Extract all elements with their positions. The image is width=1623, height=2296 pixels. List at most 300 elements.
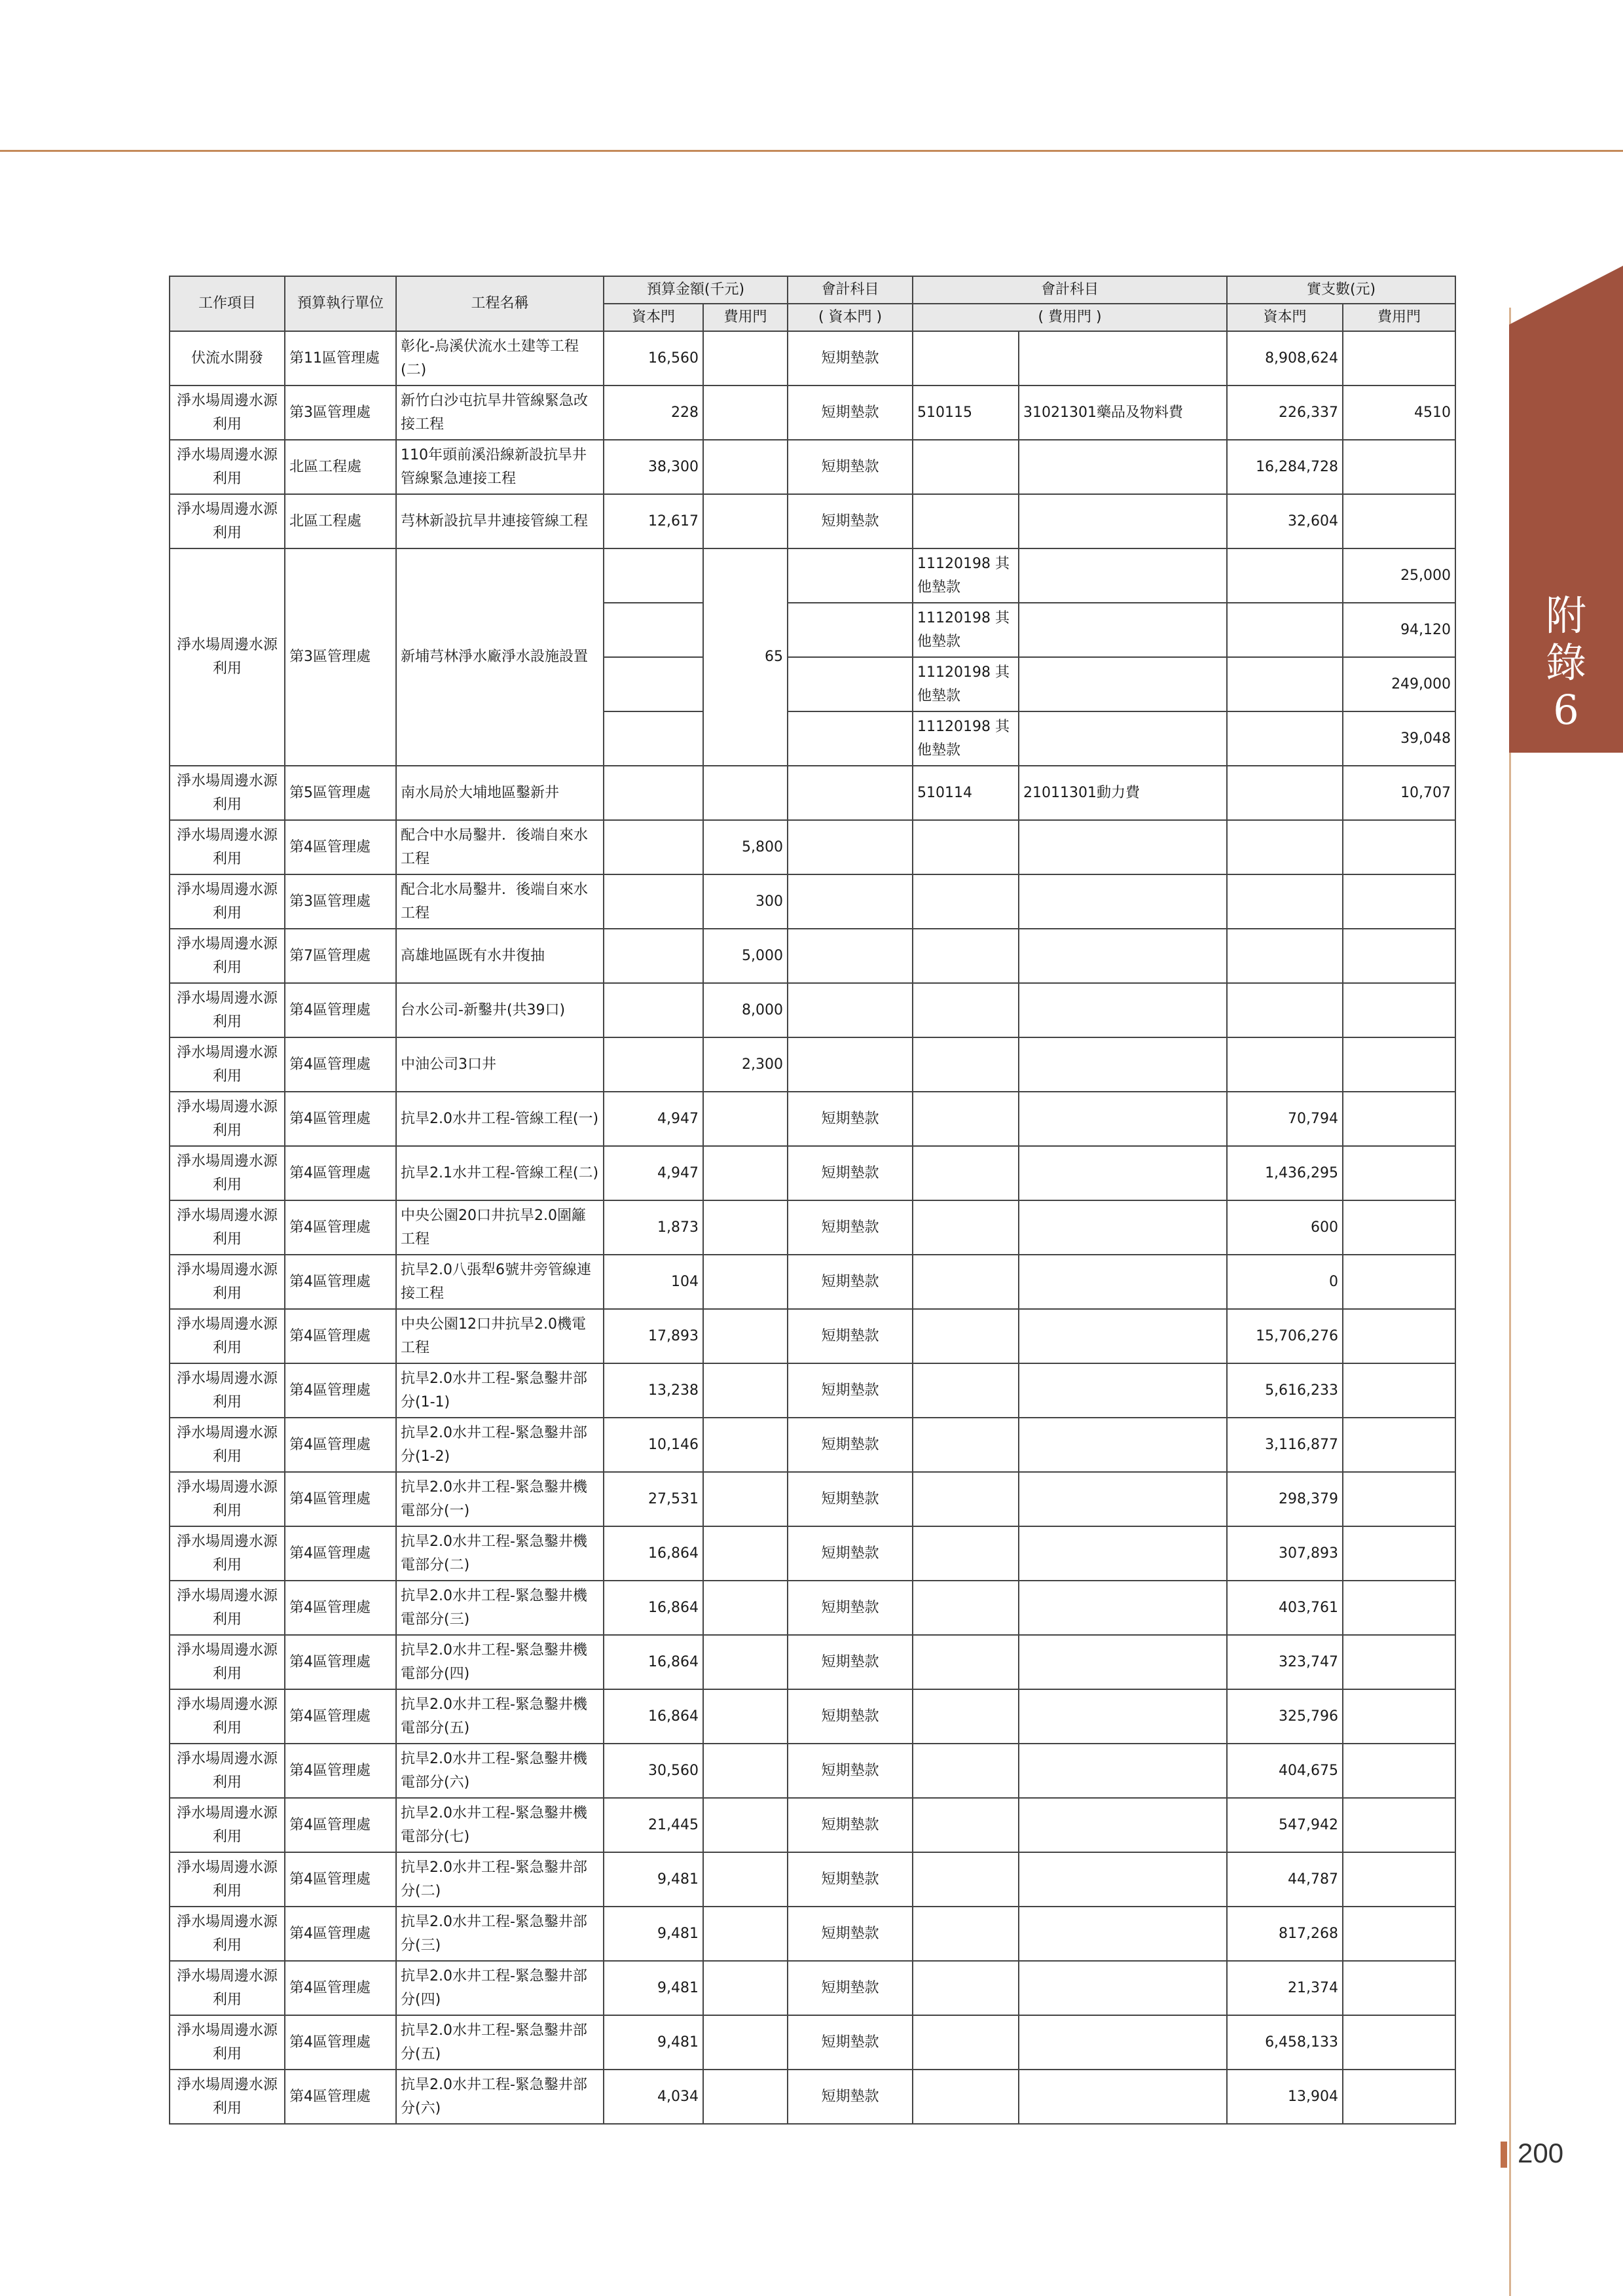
cell-work-item: 淨水場周邊水源利用 — [170, 766, 285, 820]
table-row — [170, 766, 1455, 820]
cell-acct-desc — [1019, 331, 1227, 386]
cell-actual-expense — [1343, 1092, 1455, 1146]
cell-acct-code — [913, 1635, 1019, 1689]
cell-acct-capital: 短期墊款 — [788, 2070, 913, 2124]
cell-budget-capital — [604, 548, 703, 603]
cell-work-item: 淨水場周邊水源利用 — [170, 983, 285, 1037]
cell-acct-code — [913, 1581, 1019, 1635]
col-budget: 預算金額(千元) — [604, 276, 788, 304]
appendix-tab-char-2: 錄 — [1545, 639, 1586, 687]
cell-acct-code: 510115 — [913, 386, 1019, 440]
cell-acct-code — [913, 1907, 1019, 1961]
cell-unit: 第4區管理處 — [285, 1146, 396, 1200]
cell-acct-desc — [1019, 1037, 1227, 1092]
cell-acct-code — [913, 1255, 1019, 1309]
table-row — [170, 1309, 1455, 1363]
cell-budget-expense — [703, 1689, 788, 1744]
cell-actual-expense — [1343, 1961, 1455, 2015]
cell-project-name: 抗旱2.0水井工程-緊急鑿井機電部分(三) — [396, 1581, 604, 1635]
cell-actual-expense — [1343, 1200, 1455, 1255]
cell-acct-desc — [1019, 1418, 1227, 1472]
cell-actual-capital: 21,374 — [1227, 1961, 1343, 2015]
cell-unit: 第4區管理處 — [285, 1689, 396, 1744]
cell-actual-capital — [1227, 820, 1343, 874]
col-acct-expense: ( 費用門 ) — [913, 304, 1227, 331]
cell-unit: 第4區管理處 — [285, 1472, 396, 1526]
cell-acct-code — [913, 1852, 1019, 1907]
cell-actual-expense — [1343, 929, 1455, 983]
cell-actual-capital — [1227, 766, 1343, 820]
cell-acct-code: 11120198 其他墊款 — [913, 657, 1019, 711]
cell-budget-expense — [703, 2070, 788, 2124]
cell-acct-code — [913, 874, 1019, 929]
cell-budget-capital — [604, 766, 703, 820]
cell-acct-capital — [788, 657, 913, 711]
cell-budget-capital: 16,864 — [604, 1635, 703, 1689]
cell-actual-capital: 298,379 — [1227, 1472, 1343, 1526]
cell-acct-desc — [1019, 657, 1227, 711]
cell-actual-capital — [1227, 929, 1343, 983]
cell-project-name: 抗旱2.0水井工程-緊急鑿井部分(三) — [396, 1907, 604, 1961]
table-row — [170, 1418, 1455, 1472]
cell-budget-capital: 9,481 — [604, 2015, 703, 2070]
cell-acct-desc — [1019, 1526, 1227, 1581]
cell-project-name: 抗旱2.0水井工程-緊急鑿井部分(二) — [396, 1852, 604, 1907]
page-number: 200 — [1518, 2138, 1564, 2168]
table-row — [170, 1581, 1455, 1635]
table-header — [170, 276, 1455, 331]
cell-project-name: 抗旱2.0水井工程-管線工程(一) — [396, 1092, 604, 1146]
cell-acct-capital: 短期墊款 — [788, 1309, 913, 1363]
cell-acct-capital: 短期墊款 — [788, 1581, 913, 1635]
cell-project-name: 台水公司-新鑿井(共39口) — [396, 983, 604, 1037]
cell-acct-code — [913, 1689, 1019, 1744]
cell-project-name: 高雄地區既有水井復抽 — [396, 929, 604, 983]
cell-budget-capital: 38,300 — [604, 440, 703, 494]
cell-acct-code — [913, 1961, 1019, 2015]
table-row — [170, 2015, 1455, 2070]
cell-project-name: 中央公園20口井抗旱2.0圍籬工程 — [396, 1200, 604, 1255]
cell-actual-expense — [1343, 1472, 1455, 1526]
table-row — [170, 874, 1455, 929]
cell-acct-code — [913, 2070, 1019, 2124]
cell-budget-capital: 10,146 — [604, 1418, 703, 1472]
cell-actual-capital: 5,616,233 — [1227, 1363, 1343, 1418]
cell-unit: 第4區管理處 — [285, 1255, 396, 1309]
cell-work-item: 淨水場周邊水源利用 — [170, 386, 285, 440]
cell-unit: 第4區管理處 — [285, 1037, 396, 1092]
cell-unit: 第3區管理處 — [285, 548, 396, 766]
cell-work-item: 淨水場周邊水源利用 — [170, 1961, 285, 2015]
cell-budget-capital: 16,560 — [604, 331, 703, 386]
cell-acct-code — [913, 983, 1019, 1037]
cell-actual-expense: 4510 — [1343, 386, 1455, 440]
cell-acct-desc — [1019, 1744, 1227, 1798]
cell-project-name: 抗旱2.0八張犁6號井旁管線連接工程 — [396, 1255, 604, 1309]
table-row — [170, 1037, 1455, 1092]
cell-unit: 第4區管理處 — [285, 1635, 396, 1689]
cell-acct-capital: 短期墊款 — [788, 440, 913, 494]
cell-acct-desc — [1019, 1472, 1227, 1526]
cell-actual-expense — [1343, 1418, 1455, 1472]
cell-unit: 第3區管理處 — [285, 874, 396, 929]
cell-project-name: 抗旱2.1水井工程-管線工程(二) — [396, 1146, 604, 1200]
cell-acct-capital: 短期墊款 — [788, 2015, 913, 2070]
cell-work-item: 淨水場周邊水源利用 — [170, 1309, 285, 1363]
cell-acct-code — [913, 2015, 1019, 2070]
cell-budget-expense — [703, 1961, 788, 2015]
cell-budget-expense: 300 — [703, 874, 788, 929]
cell-project-name: 新埔芎林淨水廠淨水設施設置 — [396, 548, 604, 766]
cell-actual-capital: 323,747 — [1227, 1635, 1343, 1689]
cell-project-name: 抗旱2.0水井工程-緊急鑿井機電部分(七) — [396, 1798, 604, 1852]
cell-budget-expense — [703, 1744, 788, 1798]
cell-actual-expense — [1343, 983, 1455, 1037]
cell-budget-capital — [604, 657, 703, 711]
cell-actual-expense — [1343, 1689, 1455, 1744]
cell-acct-desc — [1019, 1363, 1227, 1418]
cell-actual-capital: 600 — [1227, 1200, 1343, 1255]
cell-acct-desc — [1019, 1798, 1227, 1852]
cell-work-item: 淨水場周邊水源利用 — [170, 440, 285, 494]
cell-budget-capital: 16,864 — [604, 1581, 703, 1635]
cell-unit: 第4區管理處 — [285, 1744, 396, 1798]
cell-budget-capital: 1,873 — [604, 1200, 703, 1255]
cell-unit: 第4區管理處 — [285, 1092, 396, 1146]
cell-unit: 第4區管理處 — [285, 1907, 396, 1961]
cell-work-item: 淨水場周邊水源利用 — [170, 548, 285, 766]
cell-budget-capital: 9,481 — [604, 1907, 703, 1961]
cell-project-name: 抗旱2.0水井工程-緊急鑿井部分(六) — [396, 2070, 604, 2124]
table-row — [170, 440, 1455, 494]
cell-budget-expense — [703, 1200, 788, 1255]
cell-acct-desc: 21011301動力費 — [1019, 766, 1227, 820]
cell-actual-capital: 16,284,728 — [1227, 440, 1343, 494]
cell-acct-capital: 短期墊款 — [788, 1255, 913, 1309]
cell-acct-desc — [1019, 494, 1227, 548]
cell-budget-capital: 12,617 — [604, 494, 703, 548]
cell-budget-capital — [604, 711, 703, 766]
cell-acct-code — [913, 1526, 1019, 1581]
cell-budget-expense — [703, 1309, 788, 1363]
cell-actual-expense — [1343, 1581, 1455, 1635]
cell-budget-capital: 4,947 — [604, 1092, 703, 1146]
cell-work-item: 淨水場周邊水源利用 — [170, 1146, 285, 1200]
col-project: 工程名稱 — [396, 276, 604, 331]
cell-project-name: 南水局於大埔地區鑿新井 — [396, 766, 604, 820]
cell-unit: 第11區管理處 — [285, 331, 396, 386]
cell-actual-expense: 94,120 — [1343, 603, 1455, 657]
table-row — [170, 1255, 1455, 1309]
cell-project-name: 抗旱2.0水井工程-緊急鑿井機電部分(四) — [396, 1635, 604, 1689]
cell-work-item: 淨水場周邊水源利用 — [170, 929, 285, 983]
cell-actual-expense — [1343, 1526, 1455, 1581]
cell-work-item: 淨水場周邊水源利用 — [170, 1418, 285, 1472]
table-row — [170, 1744, 1455, 1798]
cell-actual-expense — [1343, 1852, 1455, 1907]
cell-actual-expense — [1343, 494, 1455, 548]
cell-budget-expense — [703, 1255, 788, 1309]
cell-actual-capital: 403,761 — [1227, 1581, 1343, 1635]
cell-actual-capital: 404,675 — [1227, 1744, 1343, 1798]
cell-budget-expense — [703, 1472, 788, 1526]
cell-unit: 第4區管理處 — [285, 1961, 396, 2015]
cell-budget-capital: 13,238 — [604, 1363, 703, 1418]
table-row — [170, 1635, 1455, 1689]
cell-actual-expense — [1343, 1907, 1455, 1961]
cell-actual-expense — [1343, 1798, 1455, 1852]
cell-acct-capital: 短期墊款 — [788, 494, 913, 548]
cell-project-name: 110年頭前溪沿線新設抗旱井管線緊急連接工程 — [396, 440, 604, 494]
cell-acct-code — [913, 1418, 1019, 1472]
cell-actual-expense: 249,000 — [1343, 657, 1455, 711]
table-row — [170, 1092, 1455, 1146]
cell-budget-capital — [604, 929, 703, 983]
table-row — [170, 1526, 1455, 1581]
appendix-tab-label — [1509, 592, 1623, 734]
cell-project-name: 中油公司3口井 — [396, 1037, 604, 1092]
page-number-marker — [1501, 2142, 1507, 2168]
cell-acct-capital — [788, 548, 913, 603]
cell-acct-code — [913, 929, 1019, 983]
cell-actual-expense — [1343, 1309, 1455, 1363]
cell-budget-expense — [703, 1526, 788, 1581]
cell-actual-capital: 15,706,276 — [1227, 1309, 1343, 1363]
cell-acct-code — [913, 1037, 1019, 1092]
cell-acct-capital: 短期墊款 — [788, 1363, 913, 1418]
cell-acct-capital: 短期墊款 — [788, 1472, 913, 1526]
table-row — [170, 1961, 1455, 2015]
cell-acct-desc — [1019, 1200, 1227, 1255]
cell-actual-capital: 13,904 — [1227, 2070, 1343, 2124]
cell-unit: 第4區管理處 — [285, 1526, 396, 1581]
cell-project-name: 彰化-烏溪伏流水土建等工程(二) — [396, 331, 604, 386]
cell-acct-desc — [1019, 603, 1227, 657]
col-acct-subject-2: 會計科目 — [913, 276, 1227, 304]
cell-actual-expense: 39,048 — [1343, 711, 1455, 766]
cell-acct-desc — [1019, 820, 1227, 874]
cell-project-name: 抗旱2.0水井工程-緊急鑿井機電部分(六) — [396, 1744, 604, 1798]
col-work-item: 工作項目 — [170, 276, 285, 331]
cell-budget-expense — [703, 1146, 788, 1200]
table-row — [170, 929, 1455, 983]
table-row — [170, 494, 1455, 548]
cell-acct-capital — [788, 929, 913, 983]
cell-acct-desc — [1019, 874, 1227, 929]
cell-budget-expense — [703, 1635, 788, 1689]
cell-budget-capital — [604, 603, 703, 657]
cell-project-name: 抗旱2.0水井工程-緊急鑿井機電部分(二) — [396, 1526, 604, 1581]
cell-acct-code: 11120198 其他墊款 — [913, 603, 1019, 657]
cell-acct-desc — [1019, 1309, 1227, 1363]
table-row — [170, 1146, 1455, 1200]
cell-actual-capital — [1227, 603, 1343, 657]
table-row — [170, 1907, 1455, 1961]
cell-acct-desc — [1019, 1907, 1227, 1961]
cell-acct-code — [913, 440, 1019, 494]
cell-budget-expense — [703, 494, 788, 548]
cell-actual-expense — [1343, 2070, 1455, 2124]
col-acct-capital: ( 資本門 ) — [788, 304, 913, 331]
cell-project-name: 抗旱2.0水井工程-緊急鑿井部分(1-2) — [396, 1418, 604, 1472]
cell-acct-code — [913, 1363, 1019, 1418]
cell-acct-capital: 短期墊款 — [788, 1907, 913, 1961]
cell-project-name: 配合中水局鑿井．後端自來水工程 — [396, 820, 604, 874]
col-budget-expense: 費用門 — [703, 304, 788, 331]
cell-actual-capital — [1227, 548, 1343, 603]
cell-acct-code — [913, 1744, 1019, 1798]
cell-budget-expense: 8,000 — [703, 983, 788, 1037]
cell-work-item: 淨水場周邊水源利用 — [170, 1744, 285, 1798]
cell-acct-desc — [1019, 1961, 1227, 2015]
cell-acct-code — [913, 1472, 1019, 1526]
cell-budget-capital: 17,893 — [604, 1309, 703, 1363]
cell-actual-expense: 10,707 — [1343, 766, 1455, 820]
cell-acct-capital: 短期墊款 — [788, 1961, 913, 2015]
cell-actual-capital: 6,458,133 — [1227, 2015, 1343, 2070]
cell-acct-desc — [1019, 1689, 1227, 1744]
cell-budget-capital: 4,034 — [604, 2070, 703, 2124]
cell-budget-capital: 21,445 — [604, 1798, 703, 1852]
cell-actual-expense — [1343, 1037, 1455, 1092]
cell-actual-expense — [1343, 331, 1455, 386]
cell-actual-capital: 3,116,877 — [1227, 1418, 1343, 1472]
cell-acct-desc — [1019, 440, 1227, 494]
table-row — [170, 386, 1455, 440]
cell-acct-desc — [1019, 929, 1227, 983]
cell-budget-expense — [703, 1581, 788, 1635]
cell-budget-capital: 9,481 — [604, 1961, 703, 2015]
cell-work-item: 淨水場周邊水源利用 — [170, 1472, 285, 1526]
cell-acct-desc — [1019, 1581, 1227, 1635]
cell-actual-capital: 0 — [1227, 1255, 1343, 1309]
col-unit: 預算執行單位 — [285, 276, 396, 331]
cell-acct-capital — [788, 820, 913, 874]
cell-actual-capital — [1227, 657, 1343, 711]
cell-budget-expense — [703, 1092, 788, 1146]
cell-acct-capital: 短期墊款 — [788, 1689, 913, 1744]
cell-work-item: 淨水場周邊水源利用 — [170, 1363, 285, 1418]
cell-unit: 北區工程處 — [285, 494, 396, 548]
cell-unit: 第4區管理處 — [285, 1200, 396, 1255]
table-row — [170, 331, 1455, 386]
appendix-tab-char-1: 附 — [1545, 592, 1586, 639]
table-body — [170, 331, 1455, 2124]
cell-actual-capital: 1,436,295 — [1227, 1146, 1343, 1200]
col-actual-capital: 資本門 — [1227, 304, 1343, 331]
table-row — [170, 1689, 1455, 1744]
cell-acct-capital: 短期墊款 — [788, 1418, 913, 1472]
cell-acct-code — [913, 1798, 1019, 1852]
cell-acct-capital: 短期墊款 — [788, 331, 913, 386]
cell-work-item: 淨水場周邊水源利用 — [170, 2070, 285, 2124]
cell-acct-code — [913, 331, 1019, 386]
cell-unit: 第4區管理處 — [285, 1418, 396, 1472]
cell-acct-capital: 短期墊款 — [788, 1146, 913, 1200]
cell-unit: 第7區管理處 — [285, 929, 396, 983]
cell-actual-capital: 70,794 — [1227, 1092, 1343, 1146]
cell-budget-expense — [703, 1418, 788, 1472]
cell-work-item: 淨水場周邊水源利用 — [170, 1255, 285, 1309]
cell-budget-capital — [604, 1037, 703, 1092]
table-row — [170, 1200, 1455, 1255]
cell-actual-expense: 25,000 — [1343, 548, 1455, 603]
cell-acct-code — [913, 1146, 1019, 1200]
cell-acct-code — [913, 1309, 1019, 1363]
cell-project-name: 新竹白沙屯抗旱井管線緊急改接工程 — [396, 386, 604, 440]
cell-unit: 第4區管理處 — [285, 1798, 396, 1852]
cell-work-item: 淨水場周邊水源利用 — [170, 2015, 285, 2070]
cell-work-item: 淨水場周邊水源利用 — [170, 494, 285, 548]
cell-work-item: 淨水場周邊水源利用 — [170, 1092, 285, 1146]
cell-work-item: 淨水場周邊水源利用 — [170, 1907, 285, 1961]
cell-actual-capital: 44,787 — [1227, 1852, 1343, 1907]
cell-acct-desc — [1019, 711, 1227, 766]
cell-acct-capital: 短期墊款 — [788, 386, 913, 440]
cell-acct-code — [913, 1092, 1019, 1146]
cell-actual-capital: 325,796 — [1227, 1689, 1343, 1744]
cell-unit: 第4區管理處 — [285, 2015, 396, 2070]
cell-acct-desc — [1019, 1146, 1227, 1200]
cell-work-item: 淨水場周邊水源利用 — [170, 1200, 285, 1255]
cell-actual-expense — [1343, 1363, 1455, 1418]
cell-work-item: 淨水場周邊水源利用 — [170, 1526, 285, 1581]
cell-actual-expense — [1343, 2015, 1455, 2070]
cell-acct-capital — [788, 711, 913, 766]
cell-work-item: 淨水場周邊水源利用 — [170, 874, 285, 929]
cell-actual-capital: 226,337 — [1227, 386, 1343, 440]
cell-acct-capital: 短期墊款 — [788, 1852, 913, 1907]
header-rule — [0, 150, 1623, 152]
cell-actual-capital: 32,604 — [1227, 494, 1343, 548]
cell-unit: 第4區管理處 — [285, 1363, 396, 1418]
cell-acct-desc — [1019, 2070, 1227, 2124]
cell-acct-code: 11120198 其他墊款 — [913, 711, 1019, 766]
cell-actual-capital: 817,268 — [1227, 1907, 1343, 1961]
cell-actual-expense — [1343, 874, 1455, 929]
cell-acct-capital — [788, 1037, 913, 1092]
cell-budget-expense: 2,300 — [703, 1037, 788, 1092]
cell-acct-code: 510114 — [913, 766, 1019, 820]
cell-acct-desc — [1019, 1092, 1227, 1146]
cell-work-item: 淨水場周邊水源利用 — [170, 1798, 285, 1852]
cell-work-item: 淨水場周邊水源利用 — [170, 1635, 285, 1689]
cell-actual-capital — [1227, 1037, 1343, 1092]
col-budget-capital: 資本門 — [604, 304, 703, 331]
cell-acct-capital: 短期墊款 — [788, 1798, 913, 1852]
cell-actual-capital: 547,942 — [1227, 1798, 1343, 1852]
cell-budget-capital: 104 — [604, 1255, 703, 1309]
cell-actual-capital — [1227, 711, 1343, 766]
cell-acct-capital — [788, 874, 913, 929]
cell-project-name: 中央公園12口井抗旱2.0機電工程 — [396, 1309, 604, 1363]
cell-budget-capital — [604, 874, 703, 929]
cell-actual-capital — [1227, 874, 1343, 929]
cell-budget-capital: 30,560 — [604, 1744, 703, 1798]
cell-work-item: 淨水場周邊水源利用 — [170, 1037, 285, 1092]
cell-work-item: 淨水場周邊水源利用 — [170, 1581, 285, 1635]
cell-actual-capital — [1227, 983, 1343, 1037]
cell-acct-desc — [1019, 2015, 1227, 2070]
cell-acct-capital — [788, 603, 913, 657]
cell-budget-expense — [703, 440, 788, 494]
cell-acct-capital: 短期墊款 — [788, 1526, 913, 1581]
cell-budget-expense — [703, 766, 788, 820]
cell-work-item: 淨水場周邊水源利用 — [170, 1852, 285, 1907]
cell-work-item: 淨水場周邊水源利用 — [170, 820, 285, 874]
cell-unit: 第4區管理處 — [285, 1852, 396, 1907]
table-row — [170, 820, 1455, 874]
